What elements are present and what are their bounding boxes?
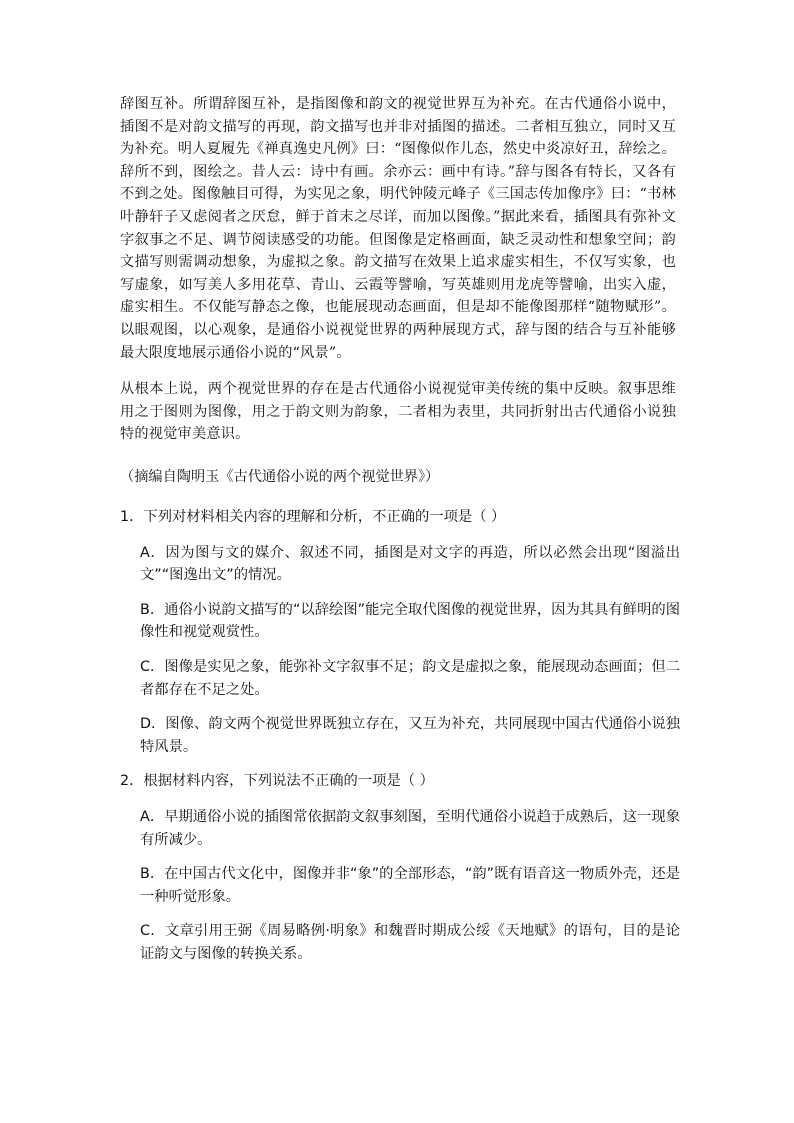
passage-paragraph: 从根本上说，两个视觉世界的存在是古代通俗小说视觉审美传统的集中反映。叙事思维用之于图则为图像，用之于韵文则为韵象，二者相为表里，共同折射出古代通俗小说独特的视觉审美意识。 — [120, 381, 676, 443]
question-stem: 2．根据材料内容，下列说法不正确的一项是（ ） — [120, 773, 434, 790]
option-a: A．早期通俗小说的插图常依据韵文叙事刻图，至明代通俗小说趋于成熟后，这一现象有所减少。 — [140, 808, 680, 848]
option-a: A．因为图与文的媒介、叙述不同，插图是对文字的再造，所以必然会出现“图溢出文”“图逸出文”的情况。 — [140, 544, 680, 584]
option-c: C．文章引用王弼《周易略例·明象》和魏晋时期成公绥《天地赋》的语句，目的是论证韵文与图像的转换关系。 — [140, 923, 680, 962]
passage-paragraph: 辞图互补。所谓辞图互补，是指图像和韵文的视觉世界互为补充。在古代通俗小说中，插图不是对韵文描写的再现，韵文描写也并非对插图的描述。二者相互独立，同时又互为补充。明人夏履先《禅真逸史凡例》曰：“图像似作儿态，然史中炎凉好丑，辞绘之。辞所不到，图绘之。昔人云：诗中有画。余亦云：画中有诗。”辞与图各有特长，又各有不到之处。图像触目可得，为实见之象，明代钟陵元峰子《三国志传加像序》曰：“书林叶静轩子又虑阅者之厌怠，鲜于首末之尽详，而加以图像。”据此来看，插图具有弥补文字叙事之不足、调节阅读感受的功能。但图像是定格画面，缺乏灵动性和想象空间；韵文描写则需调动想象，为虚拟之象。韵文描写在效果上追求虚实相生，不仅写实象，也写虚象，如写美人多用花草、青山、云霞等譬喻，写英雄则用龙虎等譬喻，出实入虚，虚实相生。不仅能写静态之像，也能展现动态画面，但是却不能像图那样“随物赋形”。以眼观图，以心观象，是通俗小说视觉世界的两种展现方式，辞与图的结合与互补能够最大限度地展示通俗小说的“风景”。 — [120, 96, 676, 361]
option-c: C．图像是实见之象，能弥补文字叙事不足；韵文是虚拟之象，能展现动态画面；但二者都存在不足之处。 — [140, 658, 680, 698]
question-1 — [120, 506, 680, 758]
question-2 — [120, 770, 680, 965]
option-d: D．图像、韵文两个视觉世界既独立存在，又互为补充，共同展现中国古代通俗小说独特风景。 — [140, 716, 680, 755]
question-list — [120, 506, 680, 978]
passage-source: （摘编自陶明玉《古代通俗小说的两个视觉世界》） — [120, 469, 440, 485]
reading-passage — [120, 93, 676, 446]
option-b: B．在中国古代文化中，图像并非“象”的全部形态，“韵”既有语音这一物质外壳，还是一种听觉形象。 — [140, 866, 680, 905]
question-stem: 1．下列对材料相关内容的理解和分析，不正确的一项是（ ） — [120, 509, 506, 525]
option-b: B．通俗小说韵文描写的“以辞绘图”能完全取代图像的视觉世界，因为其具有鲜明的图像性和视觉观赏性。 — [140, 601, 680, 641]
